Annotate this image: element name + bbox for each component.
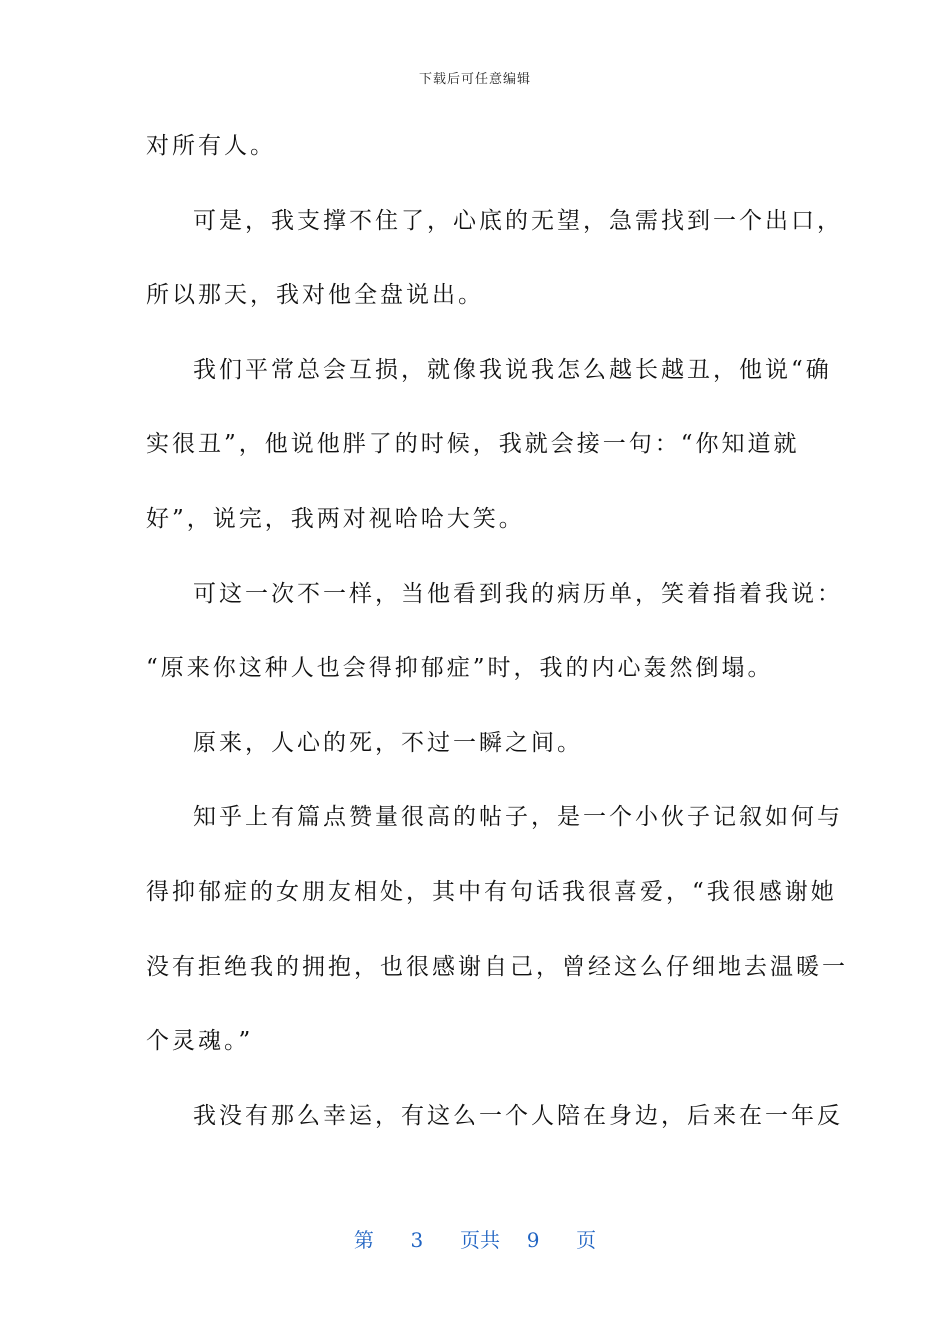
- body-line: 原来，人心的死，不过一瞬之间。: [193, 729, 583, 756]
- total-pages-number: 9: [526, 1228, 540, 1252]
- body-line: 可是，我支撑不住了，心底的无望，急需找到一个出口，: [193, 207, 843, 234]
- footer-suffix: 页: [576, 1228, 597, 1252]
- body-line: 所以那天，我对他全盘说出。: [146, 282, 484, 309]
- body-line: 可这一次不一样，当他看到我的病历单，笑着指着我说：: [193, 580, 843, 607]
- page-header: 下载后可任意编辑: [418, 72, 531, 87]
- page-number-footer: [0, 1224, 950, 1253]
- body-line: “原来你这种人也会得抑郁症”时，我的内心轰然倒塌。: [146, 655, 774, 682]
- current-page-number: 3: [410, 1228, 424, 1252]
- body-line: 我没有那么幸运，有这么一个人陪在身边，后来在一年反: [193, 1102, 843, 1129]
- body-line: 好”，说完，我两对视哈哈大笑。: [146, 505, 525, 532]
- body-line: 我们平常总会互损，就像我说我怎么越长越丑，他说“确: [193, 356, 832, 383]
- footer-prefix: 第: [353, 1228, 374, 1252]
- footer-middle: 页共: [460, 1228, 500, 1252]
- body-line: 知乎上有篇点赞量很高的帖子，是一个小伙子记叙如何与: [193, 804, 843, 831]
- body-line: 实很丑”，他说他胖了的时候，我就会接一句：“你知道就: [146, 431, 800, 458]
- body-line: 没有拒绝我的拥抱，也很感谢自己，曾经这么仔细地去温暖一: [146, 953, 848, 980]
- body-line: 个灵魂。”: [146, 1028, 254, 1055]
- body-line: 对所有人。: [146, 133, 276, 159]
- document-body: [146, 120, 848, 1164]
- body-line: 得抑郁症的女朋友相处，其中有句话我很喜爱，“我很感谢她: [146, 878, 837, 905]
